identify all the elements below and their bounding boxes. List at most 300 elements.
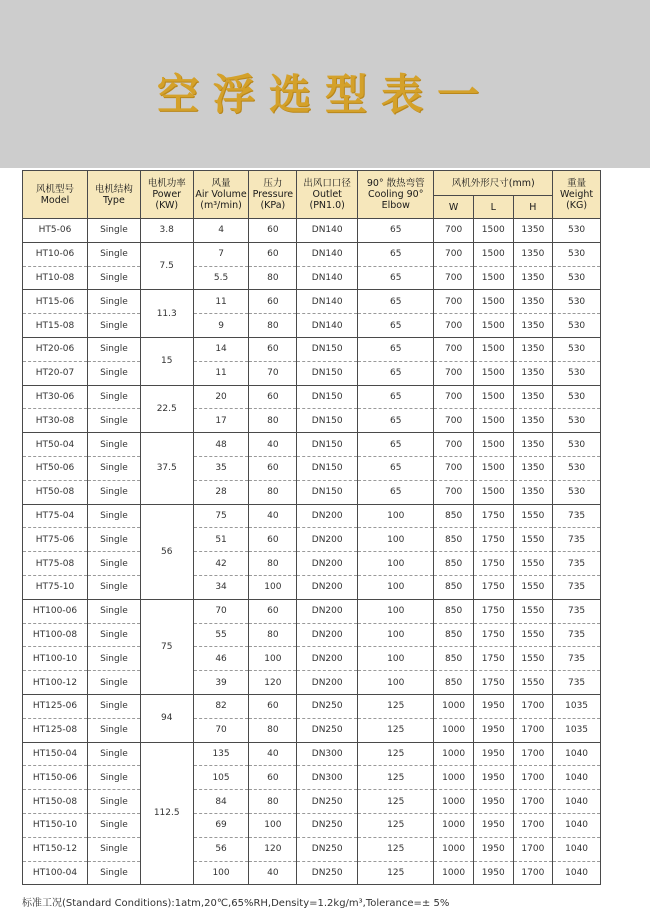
cell-height: 1350 (513, 219, 553, 243)
cell-weight: 530 (553, 242, 601, 266)
cell-outlet: DN150 (297, 433, 358, 457)
cell-outlet: DN250 (297, 694, 358, 718)
cell-cooling: 65 (358, 219, 434, 243)
cell-air-volume: 5.5 (193, 266, 249, 290)
cell-width: 1000 (434, 813, 474, 837)
cell-width: 700 (434, 409, 474, 433)
cell-length: 1750 (473, 528, 513, 552)
cell-type: Single (88, 480, 141, 504)
table-row (23, 694, 601, 718)
header-dimensions: 风机外形尺寸(mm) (434, 171, 553, 196)
cell-width: 1000 (434, 766, 474, 790)
table-row (23, 242, 601, 266)
cell-weight: 530 (553, 361, 601, 385)
cell-length: 1950 (473, 766, 513, 790)
header-line: Model (40, 194, 70, 206)
cell-type: Single (88, 552, 141, 576)
cell-model: HT5-06 (23, 219, 88, 243)
cell-length: 1500 (473, 290, 513, 314)
cell-air-volume: 9 (193, 314, 249, 338)
cell-cooling: 125 (358, 861, 434, 885)
cell-air-volume: 42 (193, 552, 249, 576)
cell-power: 11.3 (140, 290, 193, 338)
cell-power: 56 (140, 504, 193, 599)
cell-type: Single (88, 528, 141, 552)
header-line: Air Volume (195, 189, 247, 200)
cell-length: 1500 (473, 219, 513, 243)
header-type (88, 171, 141, 219)
header-l: L (473, 196, 513, 219)
cell-cooling: 65 (358, 409, 434, 433)
table-row (23, 385, 601, 409)
cell-model: HT20-07 (23, 361, 88, 385)
cell-weight: 735 (553, 575, 601, 599)
cell-model: HT150-06 (23, 766, 88, 790)
table-row (23, 219, 601, 243)
table-row (23, 790, 601, 814)
cell-model: HT30-06 (23, 385, 88, 409)
table-row (23, 647, 601, 671)
cell-type: Single (88, 575, 141, 599)
cell-width: 700 (434, 385, 474, 409)
cell-pressure: 40 (249, 433, 297, 457)
cell-cooling: 125 (358, 718, 434, 742)
cell-width: 700 (434, 219, 474, 243)
cell-height: 1350 (513, 266, 553, 290)
cell-width: 1000 (434, 837, 474, 861)
cell-height: 1350 (513, 337, 553, 361)
cell-length: 1500 (473, 337, 513, 361)
cell-outlet: DN200 (297, 647, 358, 671)
cell-cooling: 100 (358, 575, 434, 599)
table-row (23, 361, 601, 385)
cell-model: HT100-06 (23, 599, 88, 623)
cell-model: HT75-06 (23, 528, 88, 552)
cell-air-volume: 14 (193, 337, 249, 361)
cell-air-volume: 82 (193, 694, 249, 718)
cell-model: HT10-08 (23, 266, 88, 290)
cell-weight: 735 (553, 647, 601, 671)
cell-cooling: 65 (358, 290, 434, 314)
cell-cooling: 65 (358, 361, 434, 385)
cell-pressure: 100 (249, 647, 297, 671)
cell-length: 1950 (473, 837, 513, 861)
cell-outlet: DN250 (297, 790, 358, 814)
cell-model: HT15-06 (23, 290, 88, 314)
cell-width: 700 (434, 242, 474, 266)
cell-weight: 530 (553, 314, 601, 338)
cell-height: 1700 (513, 813, 553, 837)
header-line: Outlet (312, 189, 342, 200)
cell-length: 1500 (473, 456, 513, 480)
cell-pressure: 60 (249, 290, 297, 314)
header-line: 重量 (567, 178, 587, 189)
cell-length: 1500 (473, 361, 513, 385)
cell-outlet: DN250 (297, 718, 358, 742)
cell-air-volume: 39 (193, 671, 249, 695)
cell-outlet: DN250 (297, 861, 358, 885)
cell-outlet: DN150 (297, 409, 358, 433)
cell-weight: 530 (553, 409, 601, 433)
header-line: Weight (560, 189, 594, 200)
cell-weight: 735 (553, 552, 601, 576)
header-line: 电机功率 (147, 178, 186, 189)
cell-outlet: DN140 (297, 314, 358, 338)
cell-weight: 735 (553, 528, 601, 552)
cell-length: 1500 (473, 409, 513, 433)
cell-height: 1550 (513, 575, 553, 599)
cell-length: 1750 (473, 623, 513, 647)
cell-weight: 1040 (553, 742, 601, 766)
cell-cooling: 125 (358, 742, 434, 766)
cell-air-volume: 17 (193, 409, 249, 433)
table-row (23, 813, 601, 837)
cell-length: 1950 (473, 790, 513, 814)
cell-pressure: 60 (249, 456, 297, 480)
cell-weight: 1040 (553, 837, 601, 861)
cell-length: 1500 (473, 385, 513, 409)
cell-width: 700 (434, 314, 474, 338)
cell-weight: 530 (553, 385, 601, 409)
cell-type: Single (88, 456, 141, 480)
cell-width: 1000 (434, 694, 474, 718)
header-line: 风机型号 (35, 183, 74, 195)
cell-pressure: 80 (249, 266, 297, 290)
cell-width: 1000 (434, 790, 474, 814)
cell-outlet: DN200 (297, 671, 358, 695)
cell-air-volume: 35 (193, 456, 249, 480)
cell-outlet: DN140 (297, 242, 358, 266)
header-line: 90° 散热弯管 (366, 178, 425, 189)
cell-height: 1700 (513, 837, 553, 861)
cell-outlet: DN150 (297, 480, 358, 504)
header-model (23, 171, 88, 219)
table-row (23, 504, 601, 528)
header-line: 风量 (211, 178, 231, 189)
cell-model: HT50-06 (23, 456, 88, 480)
cell-length: 1950 (473, 718, 513, 742)
header-line: Power (152, 189, 182, 200)
cell-pressure: 40 (249, 742, 297, 766)
cell-outlet: DN200 (297, 504, 358, 528)
cell-air-volume: 46 (193, 647, 249, 671)
cell-weight: 1035 (553, 694, 601, 718)
cell-length: 1950 (473, 813, 513, 837)
table-row (23, 409, 601, 433)
cell-length: 1750 (473, 599, 513, 623)
cell-air-volume: 20 (193, 385, 249, 409)
cell-air-volume: 7 (193, 242, 249, 266)
cell-air-volume: 70 (193, 718, 249, 742)
cell-cooling: 100 (358, 647, 434, 671)
cell-type: Single (88, 861, 141, 885)
cell-height: 1550 (513, 599, 553, 623)
standard-conditions-note: 标准工况(Standard Conditions):1atm,20℃,65%RH,Density=1.2kg/m³,Tolerance=± 5% (22, 898, 450, 909)
cell-width: 850 (434, 504, 474, 528)
cell-length: 1950 (473, 742, 513, 766)
cell-length: 1500 (473, 480, 513, 504)
cell-cooling: 65 (358, 433, 434, 457)
cell-outlet: DN150 (297, 337, 358, 361)
cell-cooling: 100 (358, 599, 434, 623)
cell-type: Single (88, 813, 141, 837)
cell-power: 22.5 (140, 385, 193, 433)
cell-type: Single (88, 409, 141, 433)
cell-air-volume: 11 (193, 290, 249, 314)
header-power (140, 171, 193, 219)
table-row (23, 599, 601, 623)
cell-type: Single (88, 504, 141, 528)
cell-weight: 735 (553, 504, 601, 528)
cell-weight: 1035 (553, 718, 601, 742)
header-line: Type (102, 194, 125, 206)
cell-pressure: 60 (249, 219, 297, 243)
cell-height: 1550 (513, 528, 553, 552)
cell-cooling: 65 (358, 456, 434, 480)
cell-height: 1550 (513, 623, 553, 647)
cell-weight: 530 (553, 433, 601, 457)
cell-air-volume: 100 (193, 861, 249, 885)
cell-model: HT150-08 (23, 790, 88, 814)
cell-length: 1950 (473, 861, 513, 885)
cell-height: 1350 (513, 290, 553, 314)
cell-weight: 530 (553, 266, 601, 290)
cell-width: 850 (434, 647, 474, 671)
cell-power: 75 (140, 599, 193, 694)
cell-width: 700 (434, 433, 474, 457)
header-line: Elbow (381, 200, 410, 211)
cell-model: HT150-12 (23, 837, 88, 861)
cell-type: Single (88, 361, 141, 385)
cell-cooling: 65 (358, 266, 434, 290)
cell-type: Single (88, 694, 141, 718)
cell-width: 850 (434, 671, 474, 695)
cell-width: 700 (434, 456, 474, 480)
header-line: 电机结构 (94, 183, 133, 195)
cell-pressure: 80 (249, 409, 297, 433)
cell-pressure: 60 (249, 242, 297, 266)
cell-type: Single (88, 718, 141, 742)
cell-width: 850 (434, 623, 474, 647)
header-cooling (358, 171, 434, 219)
cell-type: Single (88, 337, 141, 361)
cell-pressure: 80 (249, 552, 297, 576)
cell-type: Single (88, 433, 141, 457)
cell-type: Single (88, 290, 141, 314)
cell-type: Single (88, 242, 141, 266)
cell-outlet: DN150 (297, 456, 358, 480)
cell-pressure: 80 (249, 718, 297, 742)
cell-weight: 735 (553, 623, 601, 647)
cell-length: 1950 (473, 694, 513, 718)
cell-width: 850 (434, 599, 474, 623)
cell-outlet: DN140 (297, 290, 358, 314)
cell-length: 1750 (473, 575, 513, 599)
cell-length: 1750 (473, 671, 513, 695)
cell-air-volume: 48 (193, 433, 249, 457)
cell-model: HT20-06 (23, 337, 88, 361)
cell-pressure: 120 (249, 671, 297, 695)
table-row (23, 456, 601, 480)
cell-height: 1350 (513, 385, 553, 409)
cell-model: HT15-08 (23, 314, 88, 338)
cell-width: 700 (434, 290, 474, 314)
table-row (23, 718, 601, 742)
cell-type: Single (88, 599, 141, 623)
cell-width: 700 (434, 266, 474, 290)
table-row (23, 433, 601, 457)
table-header (23, 171, 601, 219)
cell-pressure: 120 (249, 837, 297, 861)
cell-cooling: 125 (358, 694, 434, 718)
cell-outlet: DN140 (297, 266, 358, 290)
header-weight (553, 171, 601, 219)
cell-height: 1550 (513, 647, 553, 671)
cell-outlet: DN200 (297, 575, 358, 599)
cell-height: 1350 (513, 409, 553, 433)
cell-power: 37.5 (140, 433, 193, 504)
cell-cooling: 125 (358, 837, 434, 861)
cell-width: 850 (434, 528, 474, 552)
table-row (23, 266, 601, 290)
cell-height: 1550 (513, 671, 553, 695)
header-line: 出风口口径 (303, 178, 351, 189)
cell-height: 1700 (513, 742, 553, 766)
cell-cooling: 100 (358, 552, 434, 576)
cell-model: HT150-10 (23, 813, 88, 837)
cell-height: 1550 (513, 504, 553, 528)
cell-power: 112.5 (140, 742, 193, 885)
cell-power: 94 (140, 694, 193, 742)
title-banner (0, 0, 650, 168)
cell-cooling: 100 (358, 671, 434, 695)
header-line: (m³/min) (200, 200, 242, 211)
selection-table (22, 170, 601, 885)
cell-model: HT125-06 (23, 694, 88, 718)
cell-weight: 1040 (553, 861, 601, 885)
cell-type: Single (88, 219, 141, 243)
cell-cooling: 100 (358, 623, 434, 647)
cell-air-volume: 69 (193, 813, 249, 837)
cell-length: 1750 (473, 552, 513, 576)
cell-outlet: DN300 (297, 742, 358, 766)
cell-model: HT30-08 (23, 409, 88, 433)
cell-type: Single (88, 647, 141, 671)
table-row (23, 480, 601, 504)
table-row (23, 742, 601, 766)
cell-model: HT150-04 (23, 742, 88, 766)
table-row (23, 766, 601, 790)
table-row (23, 861, 601, 885)
cell-air-volume: 34 (193, 575, 249, 599)
cell-width: 700 (434, 480, 474, 504)
cell-outlet: DN250 (297, 813, 358, 837)
cell-outlet: DN200 (297, 528, 358, 552)
cell-model: HT100-04 (23, 861, 88, 885)
cell-weight: 530 (553, 290, 601, 314)
header-line: 压力 (263, 178, 283, 189)
cell-width: 850 (434, 575, 474, 599)
cell-pressure: 60 (249, 599, 297, 623)
cell-width: 1000 (434, 861, 474, 885)
cell-air-volume: 28 (193, 480, 249, 504)
cell-cooling: 65 (358, 385, 434, 409)
cell-height: 1350 (513, 456, 553, 480)
cell-weight: 735 (553, 671, 601, 695)
cell-height: 1700 (513, 790, 553, 814)
cell-air-volume: 75 (193, 504, 249, 528)
cell-pressure: 40 (249, 861, 297, 885)
cell-height: 1700 (513, 694, 553, 718)
cell-model: HT10-06 (23, 242, 88, 266)
header-line: (KG) (566, 200, 588, 211)
cell-type: Single (88, 314, 141, 338)
cell-length: 1500 (473, 314, 513, 338)
cell-cooling: 65 (358, 242, 434, 266)
cell-height: 1350 (513, 433, 553, 457)
cell-type: Single (88, 671, 141, 695)
cell-length: 1500 (473, 242, 513, 266)
cell-weight: 530 (553, 480, 601, 504)
cell-height: 1550 (513, 552, 553, 576)
cell-pressure: 100 (249, 813, 297, 837)
cell-type: Single (88, 742, 141, 766)
cell-cooling: 65 (358, 337, 434, 361)
cell-type: Single (88, 385, 141, 409)
cell-model: HT75-10 (23, 575, 88, 599)
cell-height: 1700 (513, 766, 553, 790)
cell-type: Single (88, 623, 141, 647)
cell-pressure: 80 (249, 623, 297, 647)
cell-height: 1700 (513, 718, 553, 742)
cell-pressure: 70 (249, 361, 297, 385)
cell-height: 1350 (513, 480, 553, 504)
cell-model: HT75-08 (23, 552, 88, 576)
cell-pressure: 40 (249, 504, 297, 528)
cell-air-volume: 56 (193, 837, 249, 861)
cell-model: HT50-04 (23, 433, 88, 457)
cell-height: 1350 (513, 314, 553, 338)
cell-cooling: 100 (358, 528, 434, 552)
cell-weight: 735 (553, 599, 601, 623)
cell-air-volume: 55 (193, 623, 249, 647)
cell-weight: 1040 (553, 790, 601, 814)
cell-cooling: 125 (358, 790, 434, 814)
header-line: Pressure (252, 189, 294, 200)
cell-length: 1750 (473, 647, 513, 671)
table-row (23, 575, 601, 599)
table-body (23, 219, 601, 885)
cell-air-volume: 11 (193, 361, 249, 385)
table-row (23, 528, 601, 552)
header-line: (KPa) (260, 200, 286, 211)
cell-model: HT100-10 (23, 647, 88, 671)
cell-cooling: 125 (358, 813, 434, 837)
cell-power: 7.5 (140, 242, 193, 290)
cell-length: 1750 (473, 504, 513, 528)
table-row (23, 552, 601, 576)
header-line: (KW) (155, 200, 179, 211)
cell-width: 700 (434, 361, 474, 385)
cell-cooling: 65 (358, 480, 434, 504)
cell-air-volume: 105 (193, 766, 249, 790)
cell-pressure: 80 (249, 314, 297, 338)
cell-weight: 1040 (553, 813, 601, 837)
cell-type: Single (88, 837, 141, 861)
cell-pressure: 60 (249, 766, 297, 790)
cell-air-volume: 51 (193, 528, 249, 552)
cell-height: 1700 (513, 861, 553, 885)
